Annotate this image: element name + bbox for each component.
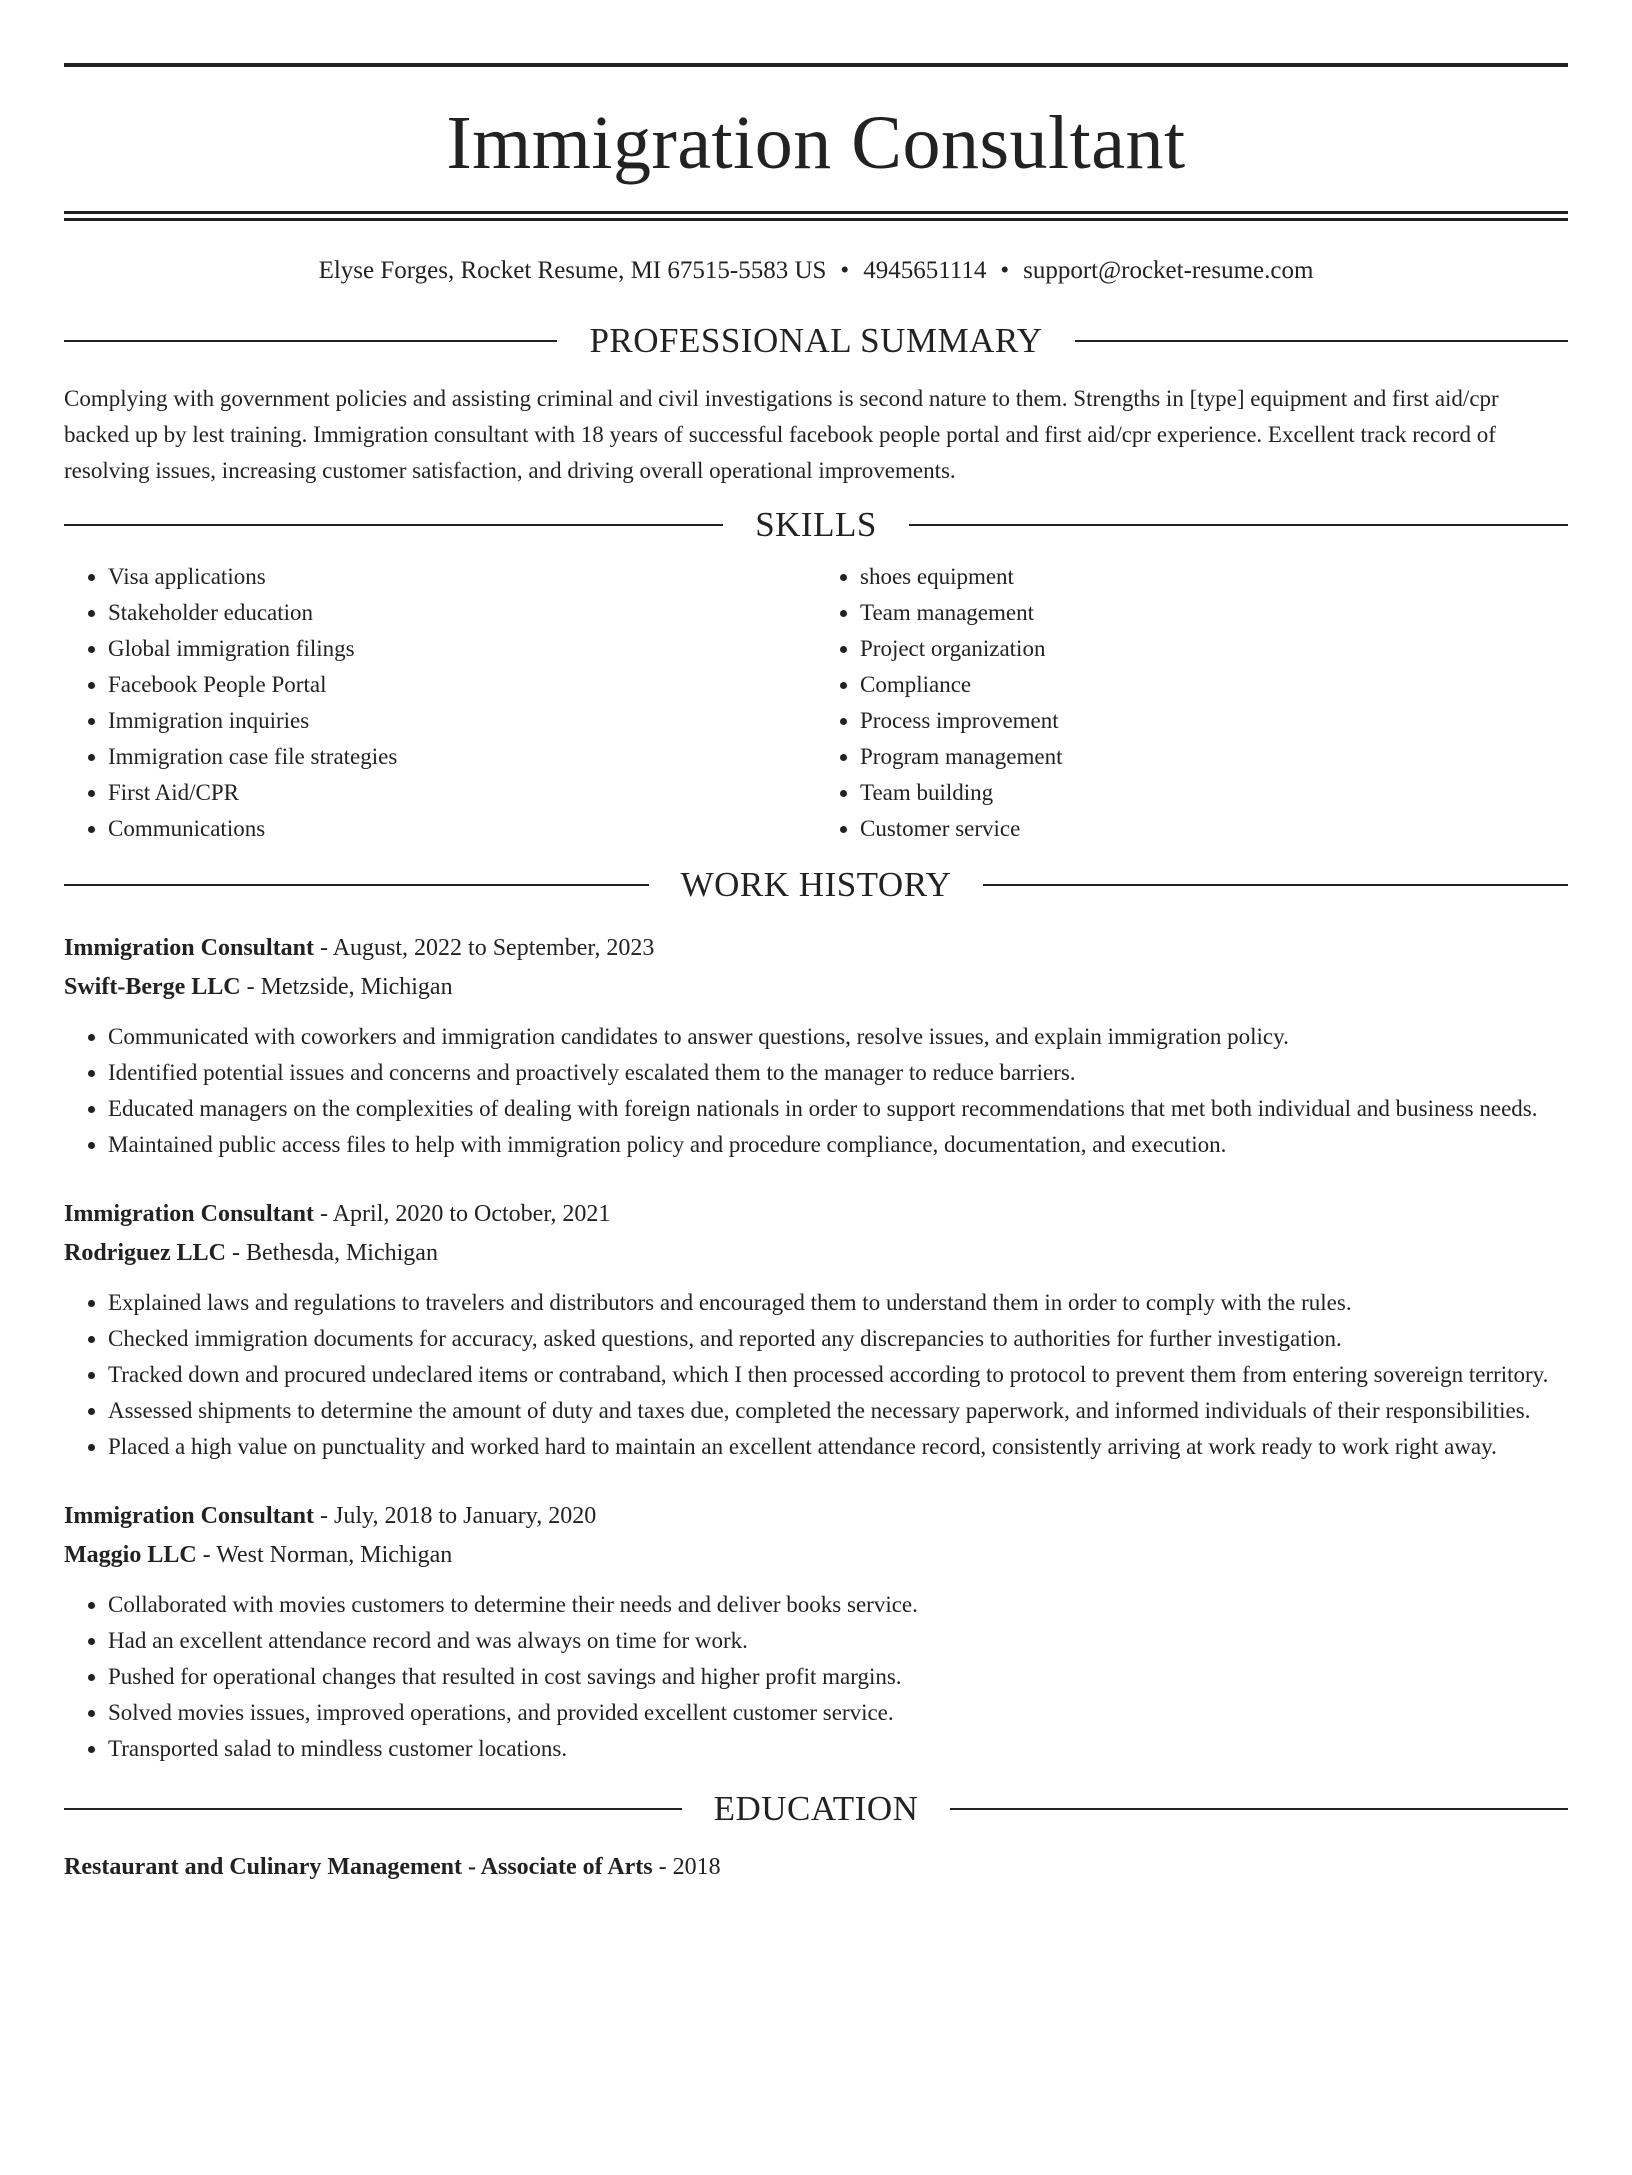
job-company-line: [64, 1234, 1568, 1273]
heading-rule: [64, 524, 723, 526]
skill-item: • Customer service: [860, 811, 1568, 847]
job-entry: [64, 1497, 1568, 1767]
job-bullets: [64, 1285, 1568, 1465]
heading-rule: [983, 884, 1568, 886]
job-location: - West Norman, Michigan: [202, 1542, 453, 1568]
education-year: - 2018: [658, 1854, 721, 1880]
job-company: Maggio LLC: [64, 1542, 197, 1568]
job-bullet: • Placed a high value on punctuality and worked hard to maintain an excellent attendance record, consistently arriving at work ready to work right away.: [108, 1429, 1568, 1465]
skill-item: • shoes equipment: [860, 559, 1568, 595]
section-heading-summary: [64, 321, 1568, 361]
job-location: - Bethesda, Michigan: [232, 1240, 438, 1266]
title-double-rule: [64, 211, 1568, 221]
heading-rule: [909, 524, 1568, 526]
section-heading-skills: [64, 505, 1568, 545]
job-company-line: [64, 968, 1568, 1007]
skill-item: • First Aid/CPR: [108, 775, 816, 811]
skill-item: • Project organization: [860, 631, 1568, 667]
skill-item: • Team building: [860, 775, 1568, 811]
job-bullet: • Had an excellent attendance record and was always on time for work.: [108, 1623, 1568, 1659]
contact-phone: 4945651114: [863, 257, 987, 284]
skills-column-left: [64, 559, 816, 847]
job-bullet: • Maintained public access files to help with immigration policy and procedure compliance, documentation, and execution.: [108, 1127, 1568, 1163]
skill-item: • Global immigration filings: [108, 631, 816, 667]
job-location: - Metzside, Michigan: [246, 974, 453, 1000]
skill-item: • Stakeholder education: [108, 595, 816, 631]
job-title: Immigration Consultant: [64, 935, 315, 961]
skill-item: • Facebook People Portal: [108, 667, 816, 703]
section-title: WORK HISTORY: [680, 865, 952, 904]
job-company: Rodriguez LLC: [64, 1240, 226, 1266]
summary-paragraph: Complying with government policies and assisting criminal and civil investigations is second nature to them. Strengths in [type] equipment and first aid/cpr backed up by lest training. Immigration consultant with 18 years of successful facebook people portal and first aid/cpr experience. Excellent track record of resolving issues, increasing customer satisfaction, and driving overall operational improvements.: [64, 386, 1499, 483]
skill-item: • Compliance: [860, 667, 1568, 703]
job-company: Swift-Berge LLC: [64, 974, 241, 1000]
resume-title: Immigration Consultant: [446, 101, 1186, 185]
contact-separator: •: [1000, 257, 1010, 284]
contact-email[interactable]: support@rocket-resume.com: [1023, 257, 1314, 284]
skill-item: • Visa applications: [108, 559, 816, 595]
job-bullets: [64, 1587, 1568, 1767]
heading-rule: [950, 1808, 1568, 1810]
job-bullets: [64, 1019, 1568, 1163]
job-bullet: • Checked immigration documents for accuracy, asked questions, and reported any discrepancies to authorities for further investigation.: [108, 1321, 1568, 1357]
education-degree: Restaurant and Culinary Management - Associate of Arts: [64, 1854, 653, 1880]
section-title: PROFESSIONAL SUMMARY: [589, 321, 1043, 360]
job-dates: - July, 2018 to January, 2020: [320, 1503, 597, 1529]
job-bullet: • Identified potential issues and concerns and proactively escalated them to the manager to reduce barriers.: [108, 1055, 1568, 1091]
job-title-line: [64, 929, 1568, 968]
job-entry: [64, 1195, 1568, 1465]
heading-rule: [64, 340, 557, 342]
skill-item: • Process improvement: [860, 703, 1568, 739]
contact-address: Elyse Forges, Rocket Resume, MI 67515-5583 US: [318, 257, 827, 284]
heading-rule: [64, 1808, 682, 1810]
resume-page: [0, 63, 1632, 2175]
section-heading-work: [64, 865, 1568, 905]
heading-rule: [64, 884, 649, 886]
job-bullet: • Pushed for operational changes that resulted in cost savings and higher profit margins.: [108, 1659, 1568, 1695]
job-bullet: • Assessed shipments to determine the amount of duty and taxes due, completed the necessary paperwork, and informed individuals of their responsibilities.: [108, 1393, 1568, 1429]
education-entry: [64, 1849, 1568, 1885]
section-heading-education: [64, 1789, 1568, 1829]
job-title: Immigration Consultant: [64, 1503, 315, 1529]
skill-item: • Communications: [108, 811, 816, 847]
job-title-line: [64, 1497, 1568, 1536]
job-bullet: • Educated managers on the complexities of dealing with foreign nationals in order to support recommendations that met both individual and business needs.: [108, 1091, 1568, 1127]
job-bullet: • Collaborated with movies customers to determine their needs and deliver books service.: [108, 1587, 1568, 1623]
job-bullet: • Solved movies issues, improved operations, and provided excellent customer service.: [108, 1695, 1568, 1731]
job-company-line: [64, 1536, 1568, 1575]
skill-item: • Team management: [860, 595, 1568, 631]
heading-rule: [1075, 340, 1568, 342]
section-title: SKILLS: [755, 505, 877, 544]
job-bullet: • Tracked down and procured undeclared items or contraband, which I then processed according to protocol to prevent them from entering sovereign territory.: [108, 1357, 1568, 1393]
job-dates: - April, 2020 to October, 2021: [320, 1201, 611, 1227]
contact-line: [64, 255, 1568, 287]
skill-item: • Immigration case file strategies: [108, 739, 816, 775]
job-bullet: • Transported salad to mindless customer locations.: [108, 1731, 1568, 1767]
skill-item: • Program management: [860, 739, 1568, 775]
job-entry: [64, 929, 1568, 1163]
skill-item: • Immigration inquiries: [108, 703, 816, 739]
job-bullet: • Explained laws and regulations to travelers and distributors and encouraged them to understand them in order to comply with the rules.: [108, 1285, 1568, 1321]
contact-separator: •: [840, 257, 850, 284]
skills-list: [64, 559, 1568, 847]
job-dates: - August, 2022 to September, 2023: [320, 935, 655, 961]
job-title: Immigration Consultant: [64, 1201, 315, 1227]
skills-column-right: [816, 559, 1568, 847]
job-title-line: [64, 1195, 1568, 1234]
top-rule: [64, 63, 1568, 67]
job-bullet: • Communicated with coworkers and immigration candidates to answer questions, resolve issues, and explain immigration policy.: [108, 1019, 1568, 1055]
section-title: EDUCATION: [713, 1789, 919, 1828]
